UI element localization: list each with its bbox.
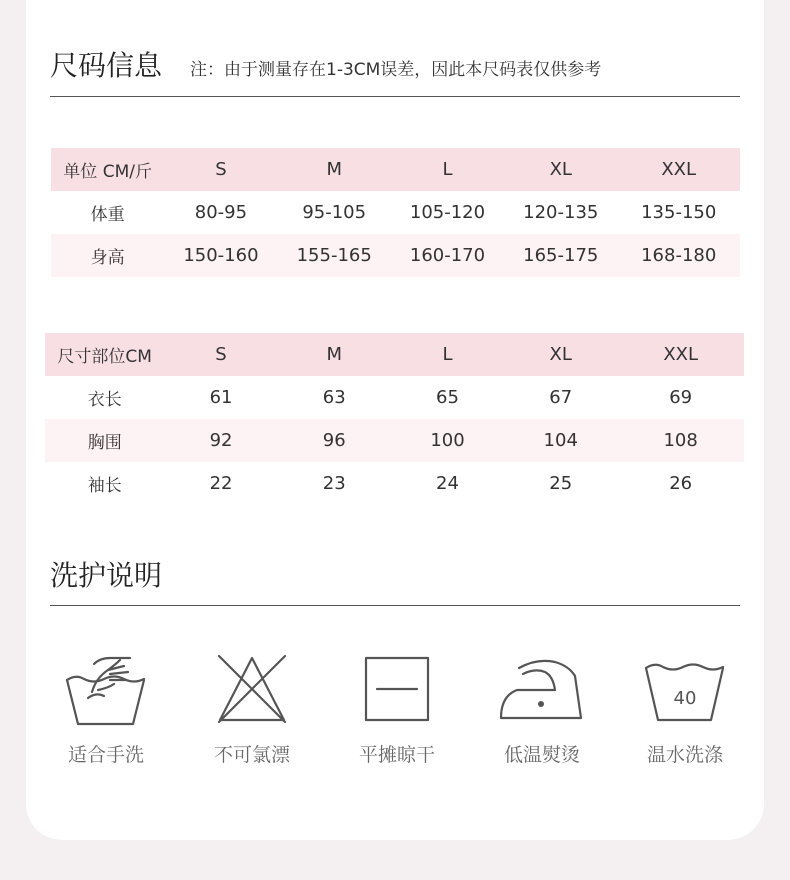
care-label: 低温熨烫 (503, 744, 580, 766)
table-cell: 135-150 (641, 202, 717, 223)
care-item-flat-dry (337, 652, 457, 767)
table-cell: 25 (549, 473, 573, 494)
table-cell: 80-95 (194, 202, 248, 223)
header-cell: 尺寸部位CM (45, 333, 164, 376)
low-iron-icon (497, 652, 587, 726)
table-cell: 65 (436, 387, 459, 408)
flat-dry-icon (360, 652, 434, 726)
care-label: 不可氯漂 (213, 744, 290, 766)
header-cell: XL (504, 148, 617, 191)
row-label: 身高 (51, 234, 164, 277)
measurement-table (45, 333, 744, 505)
care-label: 平摊晾干 (358, 744, 435, 766)
header-cell: XXL (617, 333, 744, 376)
table-cell: 96 (278, 419, 391, 462)
table-cell: 22 (209, 473, 233, 494)
size-info-header (50, 40, 740, 97)
table-cell: 63 (322, 387, 346, 408)
header-cell: M (278, 333, 391, 376)
table-row (45, 462, 744, 505)
size-info-note: 注：由于测量存在1-3CM误差，因此本尺码表仅供参考 (190, 60, 602, 80)
table-cell: 24 (436, 473, 459, 494)
table-cell: 155-165 (278, 234, 391, 277)
table-cell: 165-175 (504, 234, 617, 277)
row-label: 袖长 (87, 476, 122, 496)
size-info-title: 尺码信息 (50, 49, 163, 82)
table-cell: 120-135 (523, 202, 599, 223)
header-cell: S (164, 333, 277, 376)
header-cell: M (278, 148, 391, 191)
table-cell: 26 (669, 473, 693, 494)
row-label: 体重 (90, 205, 125, 225)
table-row (45, 419, 744, 462)
table-cell: 105-120 (409, 202, 486, 223)
care-title: 洗护说明 (50, 559, 163, 592)
weight-height-table (51, 148, 740, 277)
table-cell: 61 (209, 387, 233, 408)
care-item-hand-wash (46, 652, 166, 767)
table-cell: 69 (669, 387, 693, 408)
care-header (50, 550, 740, 606)
header-cell: 单位 CM/斤 (51, 148, 164, 191)
table-cell: 67 (549, 387, 573, 408)
care-label: 适合手洗 (67, 744, 144, 766)
header-cell: S (164, 148, 277, 191)
table-cell: 23 (322, 473, 346, 494)
header-cell: XL (504, 333, 617, 376)
table-cell: 95-105 (302, 202, 367, 223)
hand-wash-icon (64, 652, 148, 726)
table-row (51, 234, 740, 277)
table-cell: 108 (617, 419, 744, 462)
table-row (51, 191, 740, 234)
row-label: 胸围 (45, 419, 164, 462)
care-label: 温水洗涤 (646, 744, 723, 766)
table-cell: 92 (164, 419, 277, 462)
warm-wash-40-icon (643, 652, 727, 726)
header-cell: L (391, 333, 504, 376)
wash-temperature: 40 (673, 688, 697, 709)
header-cell: XXL (617, 148, 740, 191)
header-cell: L (391, 148, 504, 191)
table-cell: 160-170 (391, 234, 504, 277)
table-cell: 150-160 (164, 234, 277, 277)
table-header-row (45, 333, 744, 376)
no-bleach-icon (215, 652, 289, 726)
table-cell: 100 (391, 419, 504, 462)
table-cell: 104 (504, 419, 617, 462)
care-item-warm-wash (625, 652, 745, 767)
row-label: 衣长 (87, 390, 122, 410)
care-item-no-bleach (192, 652, 312, 767)
table-header-row (51, 148, 740, 191)
table-row (45, 376, 744, 419)
care-item-low-iron (482, 652, 602, 767)
table-cell: 168-180 (617, 234, 740, 277)
